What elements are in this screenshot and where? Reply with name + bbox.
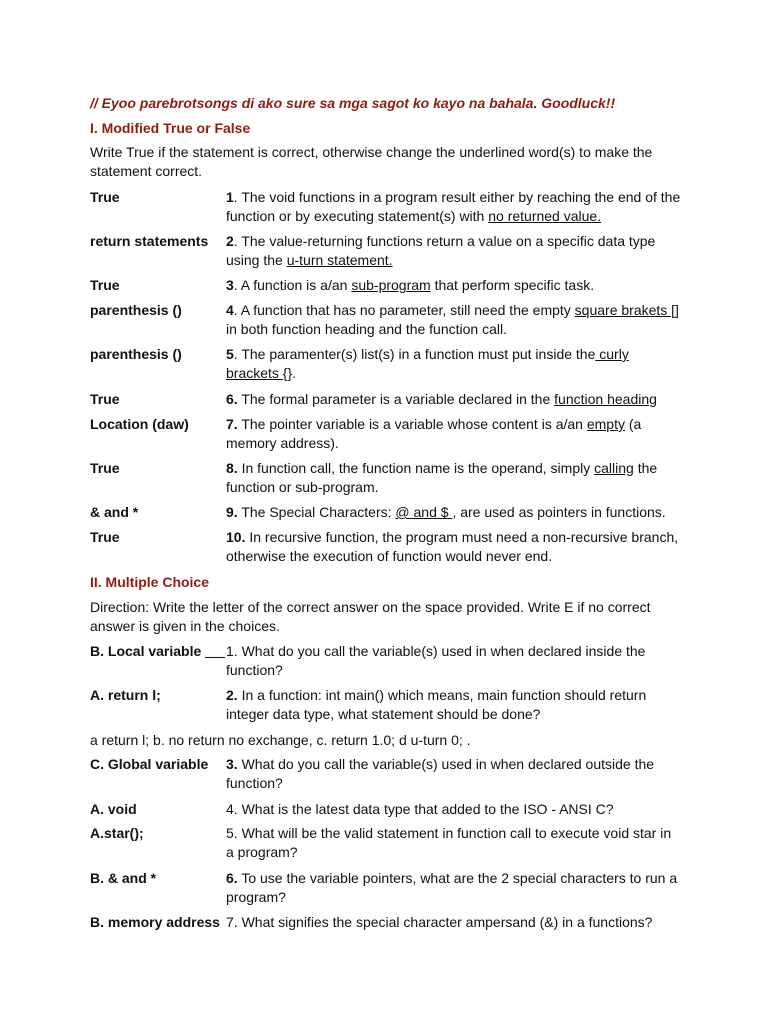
tf-answer: return statements [90, 233, 209, 249]
tf-answer: True [90, 460, 120, 476]
mc-question: 2. In a function: int main() which means, main function should return integer data type, what statement should be done? [226, 687, 647, 722]
mc-question: 5. What will be the valid statement in function call to execute void star in a program? [226, 825, 672, 860]
tf-question: 10. In recursive function, the program must need a non-recursive branch, otherwise the execution of function would never end. [226, 529, 679, 564]
tf-question: 7. The pointer variable is a variable whose content is a/an empty (a memory address). [226, 416, 642, 451]
mc-answer: C. Global variable [90, 756, 209, 772]
section2-direction: Direction: Write the letter of the correct answer on the space provided. Write E if no correct answer is given in the choices. [90, 599, 651, 634]
mc-answer: A. void [90, 801, 137, 817]
section2-heading: II. Multiple Choice [90, 574, 210, 590]
tf-question: 9. The Special Characters: @ and $ , are used as pointers in functions. [226, 504, 666, 520]
mc-answer: B. Local variable [90, 642, 225, 661]
mc-question: 4. What is the latest data type that added to the ISO - ANSI C? [226, 801, 614, 817]
mc-question: 6. To use the variable pointers, what are the 2 special characters to run a program? [226, 870, 678, 905]
tf-answer: Location (daw) [90, 416, 189, 432]
mc-answer: A. return l; [90, 687, 161, 703]
tf-answer: True [90, 277, 120, 293]
tf-question: 4. A function that has no parameter, still need the empty square brakets [] in both function heading and the function call. [226, 302, 679, 337]
mc-answer: B. & and * [90, 870, 157, 886]
tf-question: 6. The formal parameter is a variable declared in the function heading [226, 391, 657, 407]
mc-choices-line: a return l; b. no return no exchange, c. return 1.0; d u-turn 0; . [90, 732, 471, 748]
mc-answer: A.star(); [90, 825, 144, 841]
section1-direction: Write True if the statement is correct, otherwise change the underlined word(s) to make the statement correct. [90, 144, 653, 179]
tf-question: 1. The void functions in a program result either by reaching the end of the function or by executing statement(s) with no returned value. [226, 189, 681, 224]
mc-answer: B. memory address [90, 914, 220, 930]
mc-question: 3. What do you call the variable(s) used in when declared outside the function? [226, 756, 655, 791]
tf-question: 3. A function is a/an sub-program that perform specific task. [226, 277, 595, 293]
tf-question: 8. In function call, the function name is the operand, simply calling the function or sub-program. [226, 460, 658, 495]
tf-answer: True [90, 189, 120, 205]
mc-question: 7. What signifies the special character ampersand (&) in a functions? [226, 914, 653, 930]
tf-answer: parenthesis () [90, 302, 182, 318]
tf-answer: True [90, 391, 120, 407]
tf-answer: & and * [90, 504, 139, 520]
section1-heading: I. Modified True or False [90, 120, 251, 136]
answer-blank [205, 643, 225, 658]
tf-answer: True [90, 529, 120, 545]
tf-answer: parenthesis () [90, 346, 182, 362]
tf-question: 5. The paramenter(s) list(s) in a function must put inside the curly brackets {}. [226, 346, 629, 381]
author-note: // Eyoo parebrotsongs di ako sure sa mga sagot ko kayo na bahala. Goodluck!! [90, 95, 616, 111]
tf-question: 2. The value-returning functions return a value on a specific data type using the u-turn statement. [226, 233, 656, 268]
mc-question: 1. What do you call the variable(s) used in when declared inside the function? [226, 643, 646, 678]
